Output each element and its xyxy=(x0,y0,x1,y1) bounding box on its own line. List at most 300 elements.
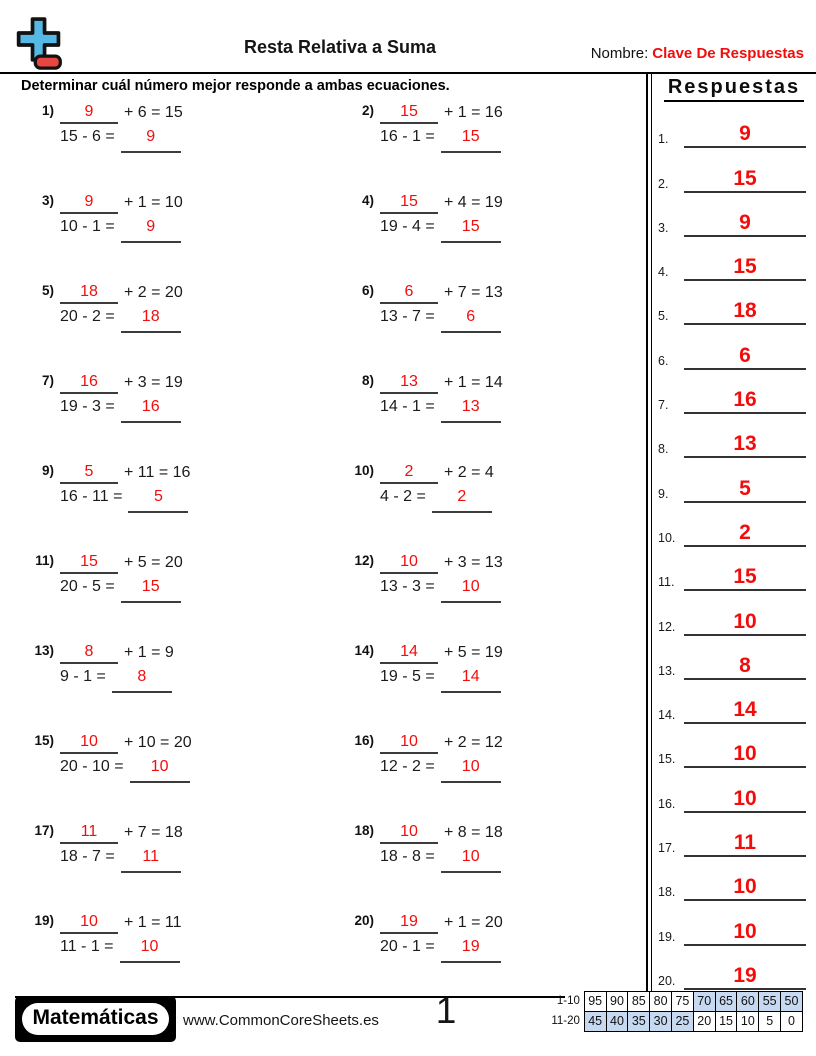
problem xyxy=(20,551,340,641)
addition-equation: + 2 = 4 xyxy=(444,464,494,481)
answer-blank xyxy=(684,522,806,547)
addition-answer: 15 xyxy=(80,553,98,570)
addition-answer-blank xyxy=(60,821,118,844)
subtraction-answer: 14 xyxy=(461,668,480,685)
addition-equation: + 10 = 20 xyxy=(124,734,192,751)
problem-body xyxy=(60,191,183,243)
problem xyxy=(340,551,646,641)
answer-blank xyxy=(684,832,806,857)
subtraction-equation: 10 - 1 = xyxy=(60,218,115,235)
answer-blank xyxy=(684,876,806,901)
addition-answer: 10 xyxy=(400,733,418,750)
answer-number: 19. xyxy=(658,929,676,944)
problem-body xyxy=(380,281,503,333)
subtraction-answer-blank xyxy=(441,665,501,693)
addition-answer-blank xyxy=(380,461,438,484)
answer-item xyxy=(658,547,810,591)
answer-number: 17. xyxy=(658,841,676,856)
answer-item xyxy=(658,680,810,724)
problem xyxy=(20,101,340,191)
addition-equation: + 1 = 20 xyxy=(444,914,503,931)
problem-body xyxy=(380,551,503,603)
answer-blank xyxy=(684,123,806,148)
subtraction-equation: 20 - 5 = xyxy=(60,578,115,595)
answer-value: 10 xyxy=(733,919,757,943)
addition-answer: 13 xyxy=(400,373,418,390)
addition-answer: 15 xyxy=(400,103,418,120)
answer-value: 10 xyxy=(733,742,757,766)
score-cell: 30 xyxy=(649,1011,672,1032)
addition-answer-blank xyxy=(380,821,438,844)
problem-body xyxy=(60,461,190,513)
answer-item xyxy=(658,281,810,325)
answer-item xyxy=(658,458,810,502)
addition-answer: 10 xyxy=(400,553,418,570)
problem xyxy=(20,911,340,1001)
problem-number: 12) xyxy=(354,553,374,568)
problem-body xyxy=(60,371,183,423)
problem xyxy=(340,461,646,551)
addition-answer-blank xyxy=(380,281,438,304)
answer-number: 7. xyxy=(658,398,669,413)
subtraction-answer-blank xyxy=(441,575,501,603)
answer-blank xyxy=(684,788,806,813)
subtraction-answer: 15 xyxy=(141,578,160,595)
answer-blank xyxy=(684,168,806,193)
answer-value: 10 xyxy=(733,609,757,633)
answer-number: 14. xyxy=(658,708,676,723)
subtraction-equation: 19 - 5 = xyxy=(380,668,435,685)
answer-number: 3. xyxy=(658,220,669,235)
subtraction-equation: 20 - 10 = xyxy=(60,758,124,775)
problem xyxy=(20,371,340,461)
brand-label: Matemáticas xyxy=(22,1003,168,1035)
addition-answer-blank xyxy=(380,101,438,124)
answer-blank xyxy=(684,699,806,724)
answer-number: 2. xyxy=(658,176,669,191)
subtraction-answer-blank xyxy=(441,125,501,153)
addition-answer: 2 xyxy=(404,463,414,480)
answer-blank xyxy=(684,921,806,946)
answers-divider-line xyxy=(646,74,652,995)
addition-equation: + 3 = 13 xyxy=(444,554,503,571)
problem-body xyxy=(60,641,174,693)
answer-item xyxy=(658,104,810,148)
answer-value: 19 xyxy=(733,963,757,987)
addition-answer-blank xyxy=(380,551,438,574)
answer-blank xyxy=(684,655,806,680)
answer-item xyxy=(658,591,810,635)
addition-answer: 10 xyxy=(80,733,98,750)
subtraction-answer-blank xyxy=(432,485,492,513)
score-cell: 45 xyxy=(584,1011,607,1032)
score-row xyxy=(534,1011,803,1032)
addition-answer-blank xyxy=(60,461,118,484)
subtraction-answer-blank xyxy=(121,845,181,873)
addition-answer: 5 xyxy=(84,463,94,480)
subtraction-answer: 2 xyxy=(457,488,467,505)
answer-value: 15 xyxy=(733,565,757,589)
addition-answer-blank xyxy=(60,911,118,934)
problem-body xyxy=(380,461,494,513)
problem-number: 2) xyxy=(361,103,374,118)
addition-answer-blank xyxy=(380,731,438,754)
addition-answer: 10 xyxy=(400,823,418,840)
score-cell: 15 xyxy=(715,1011,738,1032)
subtraction-answer-blank xyxy=(120,935,180,963)
subtraction-answer-blank xyxy=(112,665,172,693)
addition-equation: + 11 = 16 xyxy=(124,464,191,481)
answer-item xyxy=(658,370,810,414)
answer-value: 10 xyxy=(733,875,757,899)
answer-item xyxy=(658,946,810,990)
answer-value: 18 xyxy=(733,299,757,323)
problem xyxy=(20,821,340,911)
addition-answer: 15 xyxy=(400,193,418,210)
addition-equation: + 1 = 16 xyxy=(444,104,503,121)
problem xyxy=(20,191,340,281)
subtraction-answer: 16 xyxy=(141,398,160,415)
answer-value: 15 xyxy=(733,166,757,190)
addition-answer-blank xyxy=(60,551,118,574)
problem-body xyxy=(380,191,503,243)
addition-answer: 6 xyxy=(404,283,414,300)
addition-equation: + 8 = 18 xyxy=(444,824,503,841)
problem xyxy=(20,731,340,821)
answer-item xyxy=(658,768,810,812)
subtraction-answer: 8 xyxy=(137,668,147,685)
answer-blank xyxy=(684,345,806,370)
problem-body xyxy=(60,551,183,603)
subtraction-answer-blank xyxy=(130,755,190,783)
answer-value: 15 xyxy=(733,255,757,279)
addition-equation: + 5 = 20 xyxy=(124,554,183,571)
answers-list xyxy=(658,104,810,990)
answer-blank xyxy=(684,611,806,636)
problem-body xyxy=(60,731,192,783)
problem-number: 14) xyxy=(354,643,374,658)
score-cell: 55 xyxy=(758,991,781,1012)
answer-blank xyxy=(684,566,806,591)
subtraction-equation: 4 - 2 = xyxy=(380,488,426,505)
addition-answer: 19 xyxy=(400,913,418,930)
problem xyxy=(340,821,646,911)
score-cell: 35 xyxy=(627,1011,650,1032)
answer-blank xyxy=(684,743,806,768)
subtraction-equation: 13 - 7 = xyxy=(380,308,435,325)
answer-value: 9 xyxy=(739,210,751,234)
addition-equation: + 3 = 19 xyxy=(124,374,183,391)
score-cell: 0 xyxy=(780,1011,803,1032)
subtraction-answer: 18 xyxy=(141,308,160,325)
answer-blank xyxy=(684,300,806,325)
problem-body xyxy=(380,911,503,963)
problem-number: 3) xyxy=(41,193,54,208)
addition-equation: + 6 = 15 xyxy=(124,104,183,121)
answer-number: 11. xyxy=(658,575,675,590)
problem-body xyxy=(60,101,183,153)
addition-answer-blank xyxy=(380,371,438,394)
answers-title: Respuestas xyxy=(664,76,804,102)
subtraction-answer-blank xyxy=(121,575,181,603)
problem xyxy=(340,911,646,1001)
problem-body xyxy=(380,821,503,873)
answers-panel xyxy=(658,76,810,990)
problem-number: 20) xyxy=(354,913,374,928)
answer-blank xyxy=(684,965,806,990)
addition-answer-blank xyxy=(60,641,118,664)
subtraction-answer: 10 xyxy=(461,578,480,595)
subtraction-answer: 11 xyxy=(142,848,159,865)
subtraction-answer-blank xyxy=(128,485,188,513)
subtraction-equation: 13 - 3 = xyxy=(380,578,435,595)
answer-blank xyxy=(684,256,806,281)
problem-number: 5) xyxy=(41,283,54,298)
problem xyxy=(340,101,646,191)
answer-item xyxy=(658,813,810,857)
problem xyxy=(20,461,340,551)
subtraction-equation: 15 - 6 = xyxy=(60,128,115,145)
answer-item xyxy=(658,414,810,458)
score-cell: 20 xyxy=(693,1011,716,1032)
answer-number: 13. xyxy=(658,663,676,678)
answer-blank xyxy=(684,389,806,414)
problem-number: 4) xyxy=(361,193,374,208)
score-cell: 90 xyxy=(606,991,629,1012)
subtraction-answer: 5 xyxy=(153,488,163,505)
subtraction-equation: 19 - 3 = xyxy=(60,398,115,415)
answer-item xyxy=(658,237,810,281)
answer-blank xyxy=(684,212,806,237)
page-number: 1 xyxy=(435,990,457,1031)
subtraction-answer: 9 xyxy=(146,218,156,235)
subtraction-equation: 9 - 1 = xyxy=(60,668,106,685)
answer-value: 14 xyxy=(733,698,757,722)
subtraction-equation: 11 - 1 = xyxy=(60,938,114,955)
addition-equation: + 1 = 9 xyxy=(124,644,174,661)
subtraction-answer-blank xyxy=(121,395,181,423)
addition-answer: 10 xyxy=(80,913,98,930)
answer-number: 16. xyxy=(658,796,676,811)
problem-number: 13) xyxy=(34,643,54,658)
problem-body xyxy=(380,641,503,693)
problem-number: 1) xyxy=(41,103,54,118)
problem xyxy=(340,731,646,821)
score-cell: 85 xyxy=(627,991,650,1012)
answer-value: 16 xyxy=(733,388,757,412)
addition-equation: + 4 = 19 xyxy=(444,194,503,211)
answer-item xyxy=(658,325,810,369)
answer-item xyxy=(658,503,810,547)
problem-number: 15) xyxy=(34,733,54,748)
subtraction-answer-blank xyxy=(121,305,181,333)
subtraction-answer-blank xyxy=(441,845,501,873)
problem-number: 18) xyxy=(354,823,374,838)
addition-equation: + 1 = 10 xyxy=(124,194,183,211)
brand-box xyxy=(15,996,176,1042)
problem-number: 9) xyxy=(41,463,54,478)
answer-value: 8 xyxy=(739,653,751,677)
problems-grid xyxy=(20,101,646,1001)
addition-answer: 9 xyxy=(84,103,94,120)
addition-equation: + 1 = 11 xyxy=(124,914,182,931)
answer-item xyxy=(658,724,810,768)
answer-item xyxy=(658,857,810,901)
addition-answer: 8 xyxy=(84,643,94,660)
score-cell: 65 xyxy=(715,991,738,1012)
problem-number: 10) xyxy=(354,463,374,478)
subtraction-answer: 10 xyxy=(150,758,169,775)
score-cell: 5 xyxy=(758,1011,781,1032)
addition-answer: 14 xyxy=(400,643,418,660)
subtraction-answer: 6 xyxy=(466,308,476,325)
subtraction-answer-blank xyxy=(441,305,501,333)
subtraction-answer-blank xyxy=(441,935,501,963)
problem-number: 17) xyxy=(34,823,54,838)
answer-value: 9 xyxy=(739,122,751,146)
problem-number: 19) xyxy=(34,913,54,928)
page-title: Resta Relativa a Suma xyxy=(243,37,437,57)
subtraction-equation: 16 - 1 = xyxy=(380,128,435,145)
subtraction-answer: 9 xyxy=(146,128,156,145)
subtraction-answer: 15 xyxy=(461,218,480,235)
answer-number: 9. xyxy=(658,486,669,501)
addition-answer-blank xyxy=(60,281,118,304)
answer-number: 1. xyxy=(658,132,669,147)
subtraction-answer: 10 xyxy=(461,848,480,865)
subtraction-equation: 18 - 8 = xyxy=(380,848,435,865)
subtraction-equation: 20 - 1 = xyxy=(380,938,435,955)
addition-equation: + 7 = 13 xyxy=(444,284,503,301)
subtraction-answer: 19 xyxy=(461,938,480,955)
subtraction-equation: 18 - 7 = xyxy=(60,848,115,865)
addition-equation: + 7 = 18 xyxy=(124,824,183,841)
subtraction-answer-blank xyxy=(441,395,501,423)
instruction-text: Determinar cuál número mejor responde a ambas ecuaciones. xyxy=(21,78,450,94)
problem xyxy=(20,641,340,731)
subtraction-equation: 16 - 11 = xyxy=(60,488,123,505)
problem-number: 16) xyxy=(354,733,374,748)
header-rule xyxy=(0,72,816,74)
addition-answer-blank xyxy=(60,191,118,214)
answer-blank xyxy=(684,478,806,503)
addition-answer: 18 xyxy=(80,283,98,300)
problem xyxy=(340,281,646,371)
addition-answer: 16 xyxy=(80,373,98,390)
answer-value: 13 xyxy=(733,432,757,456)
score-cell: 75 xyxy=(671,991,694,1012)
answer-number: 10. xyxy=(658,530,676,545)
answer-number: 8. xyxy=(658,442,669,457)
problem-number: 8) xyxy=(361,373,374,388)
subtraction-answer: 10 xyxy=(140,938,159,955)
problem xyxy=(20,281,340,371)
score-cell: 25 xyxy=(671,1011,694,1032)
answer-value: 5 xyxy=(739,476,751,500)
addition-equation: + 1 = 14 xyxy=(444,374,503,391)
answer-blank xyxy=(684,433,806,458)
answer-value: 10 xyxy=(733,786,757,810)
problem xyxy=(340,641,646,731)
name-area xyxy=(591,45,804,62)
problem-body xyxy=(60,281,183,333)
answer-item xyxy=(658,148,810,192)
score-row xyxy=(534,991,803,1012)
answer-number: 12. xyxy=(658,619,676,634)
problem-number: 11) xyxy=(35,553,54,568)
score-cell: 70 xyxy=(693,991,716,1012)
score-cell: 10 xyxy=(736,1011,759,1032)
addition-answer-blank xyxy=(60,731,118,754)
subtraction-answer-blank xyxy=(441,755,501,783)
answer-item xyxy=(658,636,810,680)
name-value: Clave De Respuestas xyxy=(652,45,804,62)
subtraction-answer: 15 xyxy=(461,128,480,145)
answer-number: 6. xyxy=(658,353,669,368)
answer-value: 2 xyxy=(739,520,751,544)
answer-number: 4. xyxy=(658,265,669,280)
problem-body xyxy=(60,911,182,963)
subtraction-equation: 14 - 1 = xyxy=(380,398,435,415)
answer-item xyxy=(658,193,810,237)
name-label: Nombre: xyxy=(590,45,649,62)
answer-number: 18. xyxy=(658,885,676,900)
subtraction-answer-blank xyxy=(441,215,501,243)
answer-number: 5. xyxy=(658,309,669,324)
problem-body xyxy=(380,101,503,153)
subtraction-answer: 10 xyxy=(461,758,480,775)
problem-number: 6) xyxy=(361,283,374,298)
score-table xyxy=(534,991,803,1032)
problem-body xyxy=(380,731,503,783)
score-cell: 60 xyxy=(736,991,759,1012)
problem-body xyxy=(60,821,183,873)
score-cell: 40 xyxy=(606,1011,629,1032)
subtraction-equation: 19 - 4 = xyxy=(380,218,435,235)
website-text: www.CommonCoreSheets.es xyxy=(183,1012,379,1029)
subtraction-answer-blank xyxy=(121,215,181,243)
score-range-label: 11-20 xyxy=(551,1014,580,1027)
score-cell: 50 xyxy=(780,991,803,1012)
answer-value: 6 xyxy=(739,343,751,367)
addition-answer-blank xyxy=(60,101,118,124)
score-cell: 80 xyxy=(649,991,672,1012)
answer-number: 20. xyxy=(658,973,676,988)
answer-number: 15. xyxy=(658,752,676,767)
addition-answer-blank xyxy=(380,191,438,214)
answer-item xyxy=(658,901,810,945)
problem-number: 7) xyxy=(41,373,54,388)
subtraction-answer: 13 xyxy=(461,398,480,415)
problem xyxy=(340,371,646,461)
addition-answer: 9 xyxy=(84,193,94,210)
addition-answer-blank xyxy=(380,911,438,934)
problem-body xyxy=(380,371,503,423)
addition-equation: + 2 = 20 xyxy=(124,284,183,301)
subtraction-answer-blank xyxy=(121,125,181,153)
addition-equation: + 5 = 19 xyxy=(444,644,503,661)
answer-value: 11 xyxy=(733,831,757,854)
subtraction-equation: 20 - 2 = xyxy=(60,308,115,325)
addition-answer: 11 xyxy=(80,823,98,840)
addition-answer-blank xyxy=(380,641,438,664)
subtraction-equation: 12 - 2 = xyxy=(380,758,435,775)
score-range-label: 1-10 xyxy=(556,995,580,1007)
problem xyxy=(340,191,646,281)
addition-answer-blank xyxy=(60,371,118,394)
score-cell: 95 xyxy=(584,991,607,1012)
addition-equation: + 2 = 12 xyxy=(444,734,503,751)
